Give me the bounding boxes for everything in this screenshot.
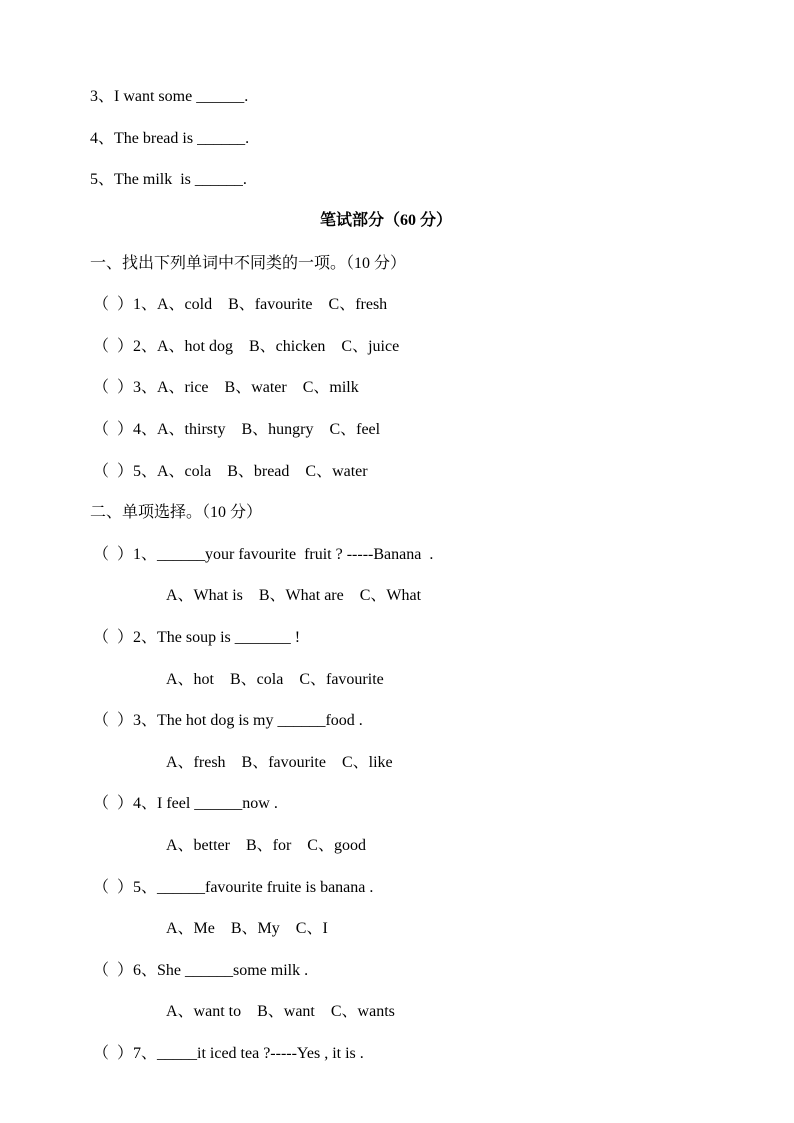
part2-question-options: A、fresh B、favourite C、like xyxy=(166,754,393,771)
part2-question-options: A、want to B、want C、wants xyxy=(166,1003,395,1020)
part2-question-options: A、hot B、cola C、favourite xyxy=(166,671,384,688)
part1-question: （ ）5、A、cola B、bread C、water xyxy=(93,463,368,480)
part2-question-stem: （ ）6、She ______some milk . xyxy=(93,962,309,979)
part1-heading: 一、找出下列单词中不同类的一项。（10 分） xyxy=(90,255,407,272)
listening-item: 4、The bread is ______. xyxy=(90,130,250,147)
part2-question-stem: （ ）7、_____it iced tea ?-----Yes , it is . xyxy=(93,1045,364,1062)
part2-question-options: A、Me B、My C、I xyxy=(166,920,328,937)
part2-question-stem: （ ）2、The soup is _______ ! xyxy=(93,629,301,646)
listening-item: 5、The milk is ______. xyxy=(90,171,247,188)
part1-question: （ ）1、A、cold B、favourite C、fresh xyxy=(93,296,388,313)
part1-question: （ ）2、A、hot dog B、chicken C、juice xyxy=(93,338,400,355)
part2-question-stem: （ ）1、______your favourite fruit ? -----Banana . xyxy=(93,546,434,563)
part2-question-stem: （ ）3、The hot dog is my ______food . xyxy=(93,712,363,729)
part2-heading: 二、单项选择。（10 分） xyxy=(90,504,263,521)
part1-question: （ ）3、A、rice B、water C、milk xyxy=(93,379,359,396)
part2-question-options: A、better B、for C、good xyxy=(166,837,366,854)
section-title: 笔试部分（60 分） xyxy=(320,212,453,229)
listening-item: 3、I want some ______. xyxy=(90,88,249,105)
part2-question-stem: （ ）4、I feel ______now . xyxy=(93,795,278,812)
part1-question: （ ）4、A、thirsty B、hungry C、feel xyxy=(93,421,381,438)
part2-question-stem: （ ）5、______favourite fruite is banana . xyxy=(93,879,374,896)
part2-question-options: A、What is B、What are C、What xyxy=(166,587,422,604)
